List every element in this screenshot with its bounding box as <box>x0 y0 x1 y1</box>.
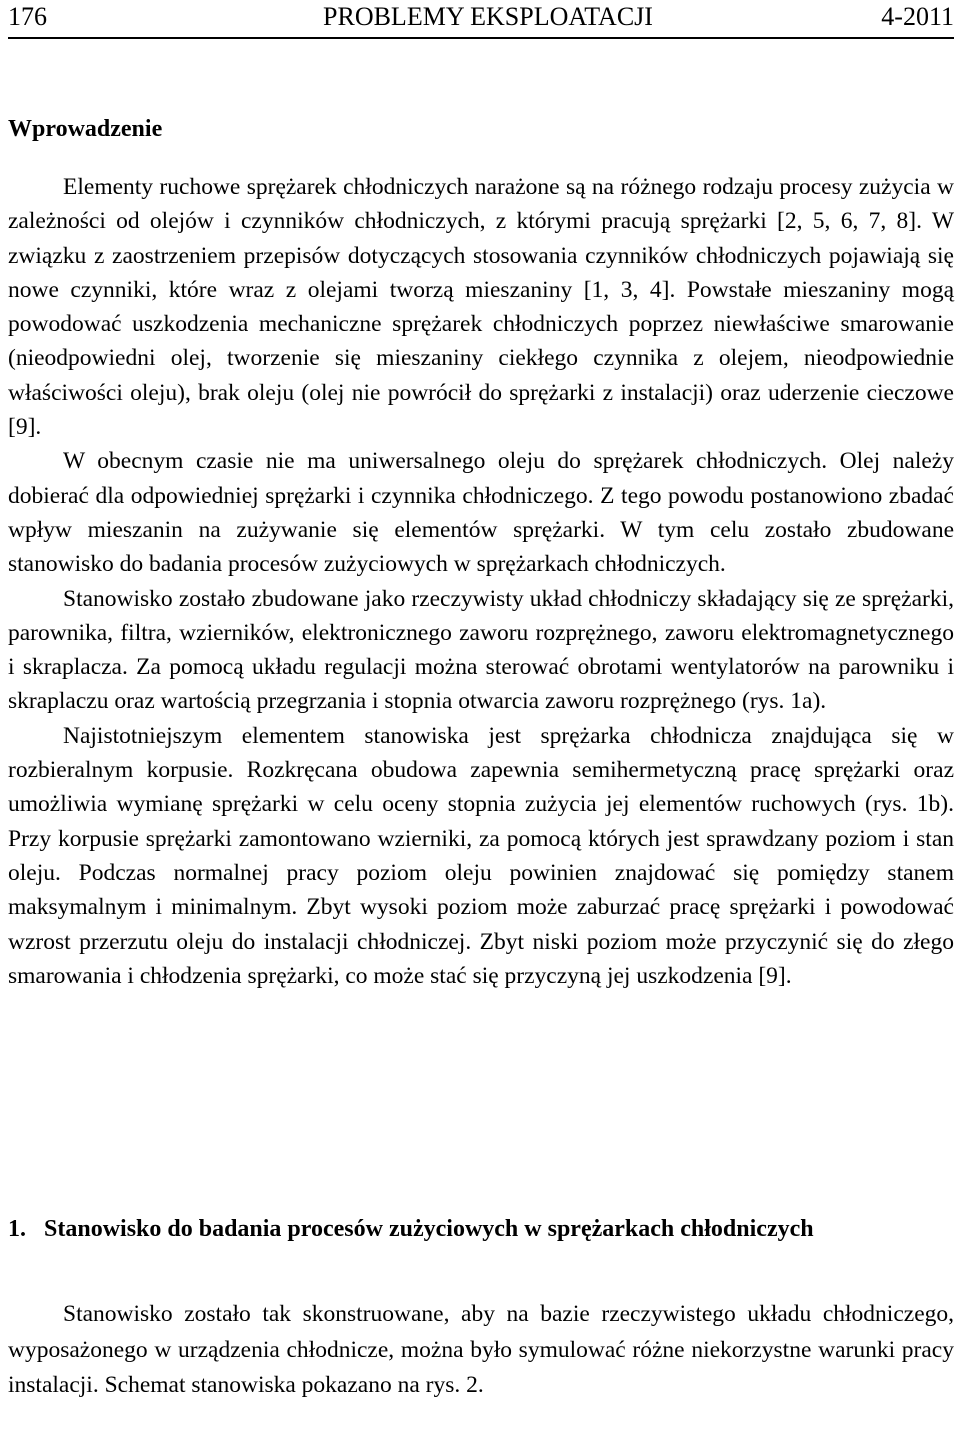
section-heading <box>8 1212 954 1246</box>
issue-number: 4-2011 <box>881 2 954 31</box>
page-number: 176 <box>8 2 47 31</box>
paragraph: Najistotniejszym elementem stanowiska jest sprężarka chłodnicza znajdująca się w rozbieralnym korpusie. Rozkręcana obudowa zapewnia semihermetyczną pracę sprężarki oraz umożliwia wymianę sprężarki w celu oceny stopnia zużycia jej elementów ruchowych (rys. 1b). Przy korpusie sprężarki zamontowano wzierniki, za pomocą których jest sprawdzany poziom i stan oleju. Podczas normalnej pracy poziom oleju powinien znajdować się pomiędzy stanem maksymalnym i minimalnym. Zbyt wysoki poziom może zaburzać pracę sprężarki i powodować wzrost przerzutu oleju do instalacji chłodniczej. Zbyt niski poziom może przyczynić się do złego smarowania i chłodzenia sprężarki, co może stać się przyczyną jej uszkodzenia [9]. <box>8 722 954 989</box>
paragraph: Elementy ruchowe sprężarek chłodniczych narażone są na różnego rodzaju procesy zużycia w zależności od olejów i czynników chłodniczych, z którymi pracują sprężarki [2, 5, 6, 7, 8]. W związku z zaostrzeniem przepisów dotyczących stosowania czynników chłodniczych pojawiają się nowe czynniki, które wraz z olejami tworzą mieszaniny [1, 3, 4]. Powstałe mieszaniny mogą powodować uszkodzenia mechaniczne sprężarek chłodniczych poprzez niewłaściwe smarowanie (nieodpowiedni olej, tworzenie się mieszaniny ciekłego czynnika z olejem, nieodpowiednie właściwości oleju), brak oleju (olej nie powrócił do sprężarki z instalacji) oraz uderzenie cieczowe [9]. <box>8 174 954 441</box>
header-rule <box>8 37 954 39</box>
section-number: 1. <box>8 1216 26 1242</box>
section-title: Stanowisko do badania procesów zużyciowych w sprężarkach chłodniczych <box>44 1216 814 1242</box>
paragraph: W obecnym czasie nie ma uniwersalnego oleju do sprężarek chłodniczych. Olej należy dobierać dla odpowiedniej sprężarki i czynnika chłodniczego. Z tego powodu postanowiono zbadać wpływ mieszanin na zużywanie się elementów sprężarki. W tym celu zostało zbudowane stanowisko do badania procesów zużyciowych w sprężarkach chłodniczych. <box>8 448 954 578</box>
paragraph: Stanowisko zostało zbudowane jako rzeczywisty układ chłodniczy składający się ze sprężarki, parownika, filtra, wzierników, elektronicznego zaworu rozprężnego, zaworu elektromagnetycznego i skraplacza. Za pomocą układu regulacji można sterować obrotami wentylatorów na parowniku i skraplaczu oraz wartością przegrzania i stopnia otwarcia zaworu rozprężnego (rys. 1a). <box>8 585 954 715</box>
introduction-heading: Wprowadzenie <box>8 116 163 142</box>
introduction-body <box>8 170 954 993</box>
paragraph: Stanowisko zostało tak skonstruowane, aby na bazie rzeczywistego układu chłodniczego, wyposażonego w urządzenia chłodnicze, można było symulować różne niekorzystne warunki pracy instalacji. Schemat stanowiska pokazano na rys. 2. <box>8 1301 954 1398</box>
journal-title: PROBLEMY EKSPLOATACJI <box>323 2 653 31</box>
section-body <box>8 1297 954 1404</box>
running-header <box>8 2 954 36</box>
document-page <box>8 0 954 1440</box>
